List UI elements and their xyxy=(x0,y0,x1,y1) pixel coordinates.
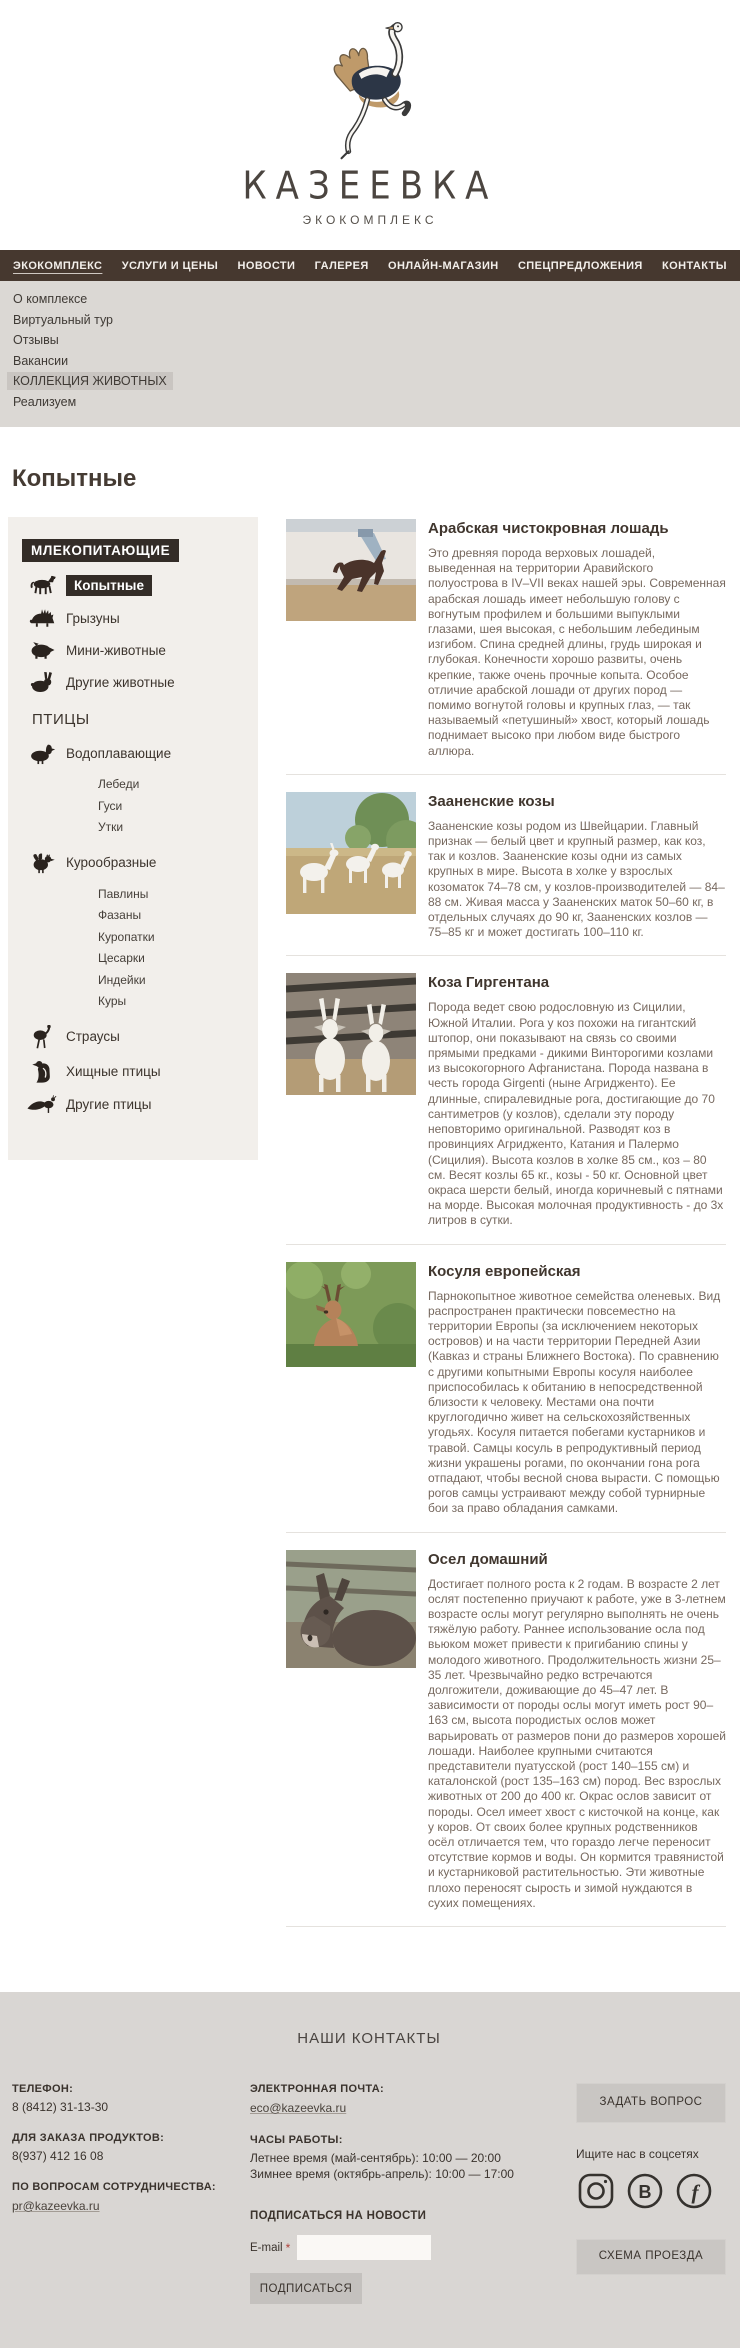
brand-name: КАЗЕЕВКА xyxy=(242,163,498,209)
horse-photo xyxy=(286,519,416,759)
entry-title: Косуля европейская xyxy=(428,1262,581,1280)
subscribe-heading: ПОДПИСАТЬСЯ НА НОВОСТИ xyxy=(250,2210,427,2223)
instagram-icon[interactable] xyxy=(576,2171,616,2211)
footer-partnership-group xyxy=(12,2181,250,2215)
sidebar-item-mini-animals[interactable] xyxy=(25,640,258,660)
entry-text: Парнокопытное животное семейства оленевых. Вид распространен практически повсеместно на территории Европы (за исключением некоторых островов) и на части территории Передней Азии (Кавказ и страны Ближнего Востока). По сравнению с другими копытными Европы косуля наиболее приспособилась к обитанию в непосредственной близости к человеку. Местами она почти круглогодично живет на сельскохозяйственных угодьях. Косуля питается побегами кустарников и травой. Самцы косуль в репродуктивный период жизни украшены рогами, по окончании гона рога отпадают, чтобы весной снова вырасти. С помощью рогов самцы устраивают между собой турнирные бои за право обладания самками. xyxy=(428,1288,721,1516)
animal-entry-donkey xyxy=(286,1550,726,1911)
sidebar-item-waterfowl[interactable] xyxy=(25,742,258,765)
sidebar-item-label: Другие птицы xyxy=(66,1097,152,1112)
entry-text: Зааненские козы родом из Швейцарии. Главный признак — белый цвет и крупный размер, как коз, так и козлов. Зааненские козы одни из самых крупных в мире. Высота в холке у взрослых козоматок 74–78 см, у козлов-производителей — 84–88 см. Живая масса у Зааненских маток 50–60 кг, в отдельных случаях до 90 кг, Зааненских козлов — 75–85 кг и может достигать 100–110 кг. xyxy=(428,818,725,940)
sidebar-subitem-peacocks[interactable]: Павлины xyxy=(98,886,149,901)
animal-entry-arabian-horse xyxy=(286,519,726,759)
sidebar-subitem-chickens[interactable]: Куры xyxy=(98,994,127,1008)
email-label: ЭЛЕКТРОННАЯ ПОЧТА: xyxy=(250,2083,384,2096)
sidebar-header-mammals: МЛЕКОПИТАЮЩИЕ xyxy=(22,539,179,562)
nav-item-services[interactable]: УСЛУГИ И ЦЕНЫ xyxy=(121,259,219,272)
site-header xyxy=(0,0,740,250)
subscribe-form-row xyxy=(250,2235,576,2260)
entry-divider xyxy=(286,1244,726,1245)
sidebar-item-other-birds[interactable] xyxy=(25,1095,258,1115)
eagle-icon xyxy=(25,1060,59,1084)
nav-item-news[interactable]: НОВОСТИ xyxy=(237,259,296,272)
girgentana-goat-photo xyxy=(286,973,416,1228)
email-link[interactable]: eco@kazeevka.ru xyxy=(250,2101,347,2116)
entry-title: Зааненские козы xyxy=(428,792,555,810)
sidebar-header-birds: ПТИЦЫ xyxy=(32,711,90,728)
nav-item-ecocomplex[interactable]: ЭКОКОМПЛЕКС xyxy=(13,259,103,272)
sidebar-item-label: Водоплавающие xyxy=(66,746,172,761)
social-row xyxy=(576,2171,726,2211)
content xyxy=(0,517,740,1944)
entry-text: Порода ведет свою родословную из Сицилии, Южной Италии. Рога у коз похожи на гигантский штопор, они показывают на связь со своими прямыми предками - дикими Винторогими козлами из высокогорного Афганистана. Порода названа в честь города Girgenti (ныне Агридженто). Ее длинные, спиралевидные рога, достигающие до 70 сантиметров (у козлов), сделали эту породу неповторимо оригинальной. Разводят коз в провинциях Агридженто, Катания и Палермо (Сицилия). Высота козлов в холке 85 см., коз – 80 см. Весят козлы 65 кг., козы - 50 кг. Основной цвет окраса шерсти белый, иногда коричневый с пятнами на морде. Высокая молочная продуктивность - до 3х литров в сутки. xyxy=(428,1000,724,1228)
entry-divider xyxy=(286,1926,726,1927)
hours-summer: Летнее время (май-сентябрь): 10:00 — 20:00 xyxy=(250,2151,501,2166)
ostrich-logo-icon xyxy=(243,22,498,160)
waterfowl-sublist xyxy=(98,774,258,839)
hours-label: ЧАСЫ РАБОТЫ: xyxy=(250,2134,343,2147)
duck-icon xyxy=(25,742,59,765)
sidebar-item-other-animals[interactable] xyxy=(25,671,258,693)
submenu-item-animal-collection[interactable]: КОЛЛЕКЦИЯ ЖИВОТНЫХ xyxy=(7,372,173,390)
site-footer xyxy=(0,1992,740,2348)
vk-icon[interactable] xyxy=(625,2171,665,2211)
animal-entry-roe-deer xyxy=(286,1262,726,1517)
sidebar-item-label: Другие животные xyxy=(66,674,175,690)
brand-tagline: ЭКОКОМПЛЕКС xyxy=(302,213,438,227)
main-nav xyxy=(0,250,740,281)
galliformes-sublist xyxy=(98,884,258,1013)
ask-question-button[interactable]: ЗАДАТЬ ВОПРОС xyxy=(576,2083,726,2123)
sidebar-item-label: Копытные xyxy=(66,575,152,596)
directions-map-button[interactable]: СХЕМА ПРОЕЗДА xyxy=(576,2239,726,2275)
orders-phone-value: 8(937) 412 16 08 xyxy=(12,2149,104,2164)
sidebar-item-rodents[interactable] xyxy=(25,607,258,629)
submenu-item-vacancies[interactable]: Вакансии xyxy=(13,353,69,368)
entry-text: Достигает полного роста к 2 годам. В возрасте 2 лет ослят постепенно приучают к работе, уже в 3-летнем возрасте ослы могут регулярно выполнять не очень тяжёлую работу. Раннее использование осла под вьюком может привести к пригибанию спины у молодого животного. Продолжительность жизни 25–35 лет. Чрезвычайно редко встречаются долгожители, доживающие до 45–47 лет. В зависимости от породы ослы могут иметь рост 90–163 см, высота породистых ослов может варьировать от размеров пони до размеров хорошей лошади. Наиболее крупными считаются представители пуатусской (рост 140–155 см) и каталонской (рост 135–163 см) пород. Вес взрослых животных от 200 до 400 кг. Окрас ослов зависит от породы. Осел имеет хвост с кисточкой на конце, как у коров. От своих более крупных родственников осёл отличается тем, что гораздо легче переносит отсутствие кормов и воды. Он кормится травянистой и кустарниковой растительностью. Эти животные плохо переносят сырость и зимой нуждаются в сухих помещениях. xyxy=(428,1576,726,1910)
sidebar-subitem-turkeys[interactable]: Индейки xyxy=(98,972,146,987)
entry-body xyxy=(428,973,726,1228)
footer-hours-group xyxy=(250,2134,576,2182)
animal-entry-saanen-goats xyxy=(286,792,726,941)
submenu-item-virtual-tour[interactable]: Виртуальный тур xyxy=(13,312,113,327)
sidebar-item-label: Грызуны xyxy=(66,610,120,626)
sidebar-subitem-guinea-fowl[interactable]: Цесарки xyxy=(98,951,145,965)
required-mark: * xyxy=(285,2240,291,2255)
sidebar-subitem-partridges[interactable]: Куропатки xyxy=(98,929,155,944)
entry-divider xyxy=(286,1532,726,1533)
sidebar-item-label: Мини-животные xyxy=(66,642,166,658)
nav-item-online-shop[interactable]: ОНЛАЙН-МАГАЗИН xyxy=(388,259,499,272)
orders-label: ДЛЯ ЗАКАЗА ПРОДУКТОВ: xyxy=(12,2132,165,2145)
entry-body xyxy=(428,792,726,941)
email-field-label: E-mail xyxy=(250,2241,283,2254)
footer-grid xyxy=(12,2083,726,2304)
phone-label: ТЕЛЕФОН: xyxy=(12,2083,74,2096)
entry-body xyxy=(428,1262,726,1517)
hours-winter: Зимнее время (октябрь-апрель): 10:00 — 17:00 xyxy=(250,2167,514,2182)
entry-title: Коза Гиргентана xyxy=(428,974,550,992)
submenu xyxy=(0,281,740,427)
entry-body xyxy=(428,519,726,759)
pig-icon xyxy=(25,640,59,660)
footer-heading: НАШИ КОНТАКТЫ xyxy=(297,2030,441,2048)
entry-title: Осел домашний xyxy=(428,1550,548,1568)
entry-body xyxy=(428,1550,726,1911)
sidebar-item-birds-of-prey[interactable] xyxy=(25,1060,258,1084)
phone-value: 8 (8412) 31-13-30 xyxy=(12,2100,109,2115)
rooster-icon xyxy=(25,851,59,875)
animal-entries xyxy=(286,517,726,1944)
entry-title: Арабская чистокровная лошадь xyxy=(428,520,669,537)
sidebar-item-galliformes[interactable] xyxy=(25,851,258,875)
rabbit-icon xyxy=(25,671,59,693)
sidebar-subitem-pheasants[interactable]: Фазаны xyxy=(98,908,142,922)
nav-item-gallery[interactable]: ГАЛЕРЕЯ xyxy=(314,259,369,272)
logo[interactable] xyxy=(243,0,498,227)
sidebar-subitem-geese[interactable]: Гуси xyxy=(98,798,123,813)
subscribe-button[interactable]: ПОДПИСАТЬСЯ xyxy=(250,2273,362,2304)
roe-deer-photo xyxy=(286,1262,416,1517)
footer-column-email-hours xyxy=(250,2083,576,2304)
footer-email-group xyxy=(250,2083,576,2117)
entry-text: Это древняя порода верховых лошадей, выведенная на территории Аравийского полуострова в IV–VII веках нашей эры. Современная арабская лошадь имеет небольшую голову с вогнутым профилем и большими выпуклыми глазами, шея высокая, с небольшим лебединым изгибом. Спина средней длины, грудь широкая и глубокая. Конечности хорошо развиты, очень крепкие, также очень прочные копыта. Особое отличие арабской лошади от других пород — помимо вогнутой головы и крупных глаз, — так называемый «петушиный» хвост, который лошадь поднимает высоко при любом виде быстрого аллюра. xyxy=(428,546,726,758)
sidebar-subitem-swans[interactable]: Лебеди xyxy=(98,777,140,791)
svg-text:f: f xyxy=(691,2180,699,2205)
saanen-goats-photo xyxy=(286,792,416,941)
entry-divider xyxy=(286,774,726,775)
horse-icon xyxy=(25,574,59,596)
ostrich-icon xyxy=(25,1025,59,1049)
submenu-item-we-sell[interactable]: Реализуем xyxy=(13,394,77,409)
email-input[interactable] xyxy=(297,2235,431,2260)
submenu-item-reviews[interactable]: Отзывы xyxy=(13,333,59,347)
partnership-email-link[interactable]: pr@kazeevka.ru xyxy=(12,2199,100,2214)
page-title: Копытные xyxy=(12,465,137,492)
sidebar-subitem-ducks[interactable]: Утки xyxy=(98,820,124,834)
sidebar-item-hoofed[interactable] xyxy=(25,574,258,596)
footer-phone-group xyxy=(12,2083,250,2115)
donkey-photo xyxy=(286,1550,416,1911)
footer-orders-group xyxy=(12,2132,250,2164)
facebook-icon[interactable] xyxy=(674,2171,714,2211)
sidebar-item-label: Страусы xyxy=(66,1029,120,1044)
social-label: Ищите нас в соцсетях xyxy=(576,2147,699,2162)
sidebar-item-label: Хищные птицы xyxy=(66,1064,161,1079)
nav-item-contacts[interactable]: КОНТАКТЫ xyxy=(662,259,727,272)
partnership-label: ПО ВОПРОСАМ СОТРУДНИЧЕСТВА: xyxy=(12,2181,216,2194)
animal-categories-sidebar xyxy=(8,517,258,1160)
nav-item-special-offers[interactable]: СПЕЦПРЕДЛОЖЕНИЯ xyxy=(517,259,643,272)
entry-divider xyxy=(286,955,726,956)
submenu-item-about[interactable]: О комплексе xyxy=(13,292,88,306)
sidebar-item-ostriches[interactable] xyxy=(25,1025,258,1049)
svg-text:В: В xyxy=(638,2182,652,2203)
peacock-icon xyxy=(25,1095,59,1115)
footer-column-actions xyxy=(576,2083,726,2304)
porcupine-icon xyxy=(25,607,59,629)
sidebar-item-label: Курообразные xyxy=(66,855,157,870)
animal-entry-girgentana-goat xyxy=(286,973,726,1228)
footer-column-phones xyxy=(12,2083,250,2304)
